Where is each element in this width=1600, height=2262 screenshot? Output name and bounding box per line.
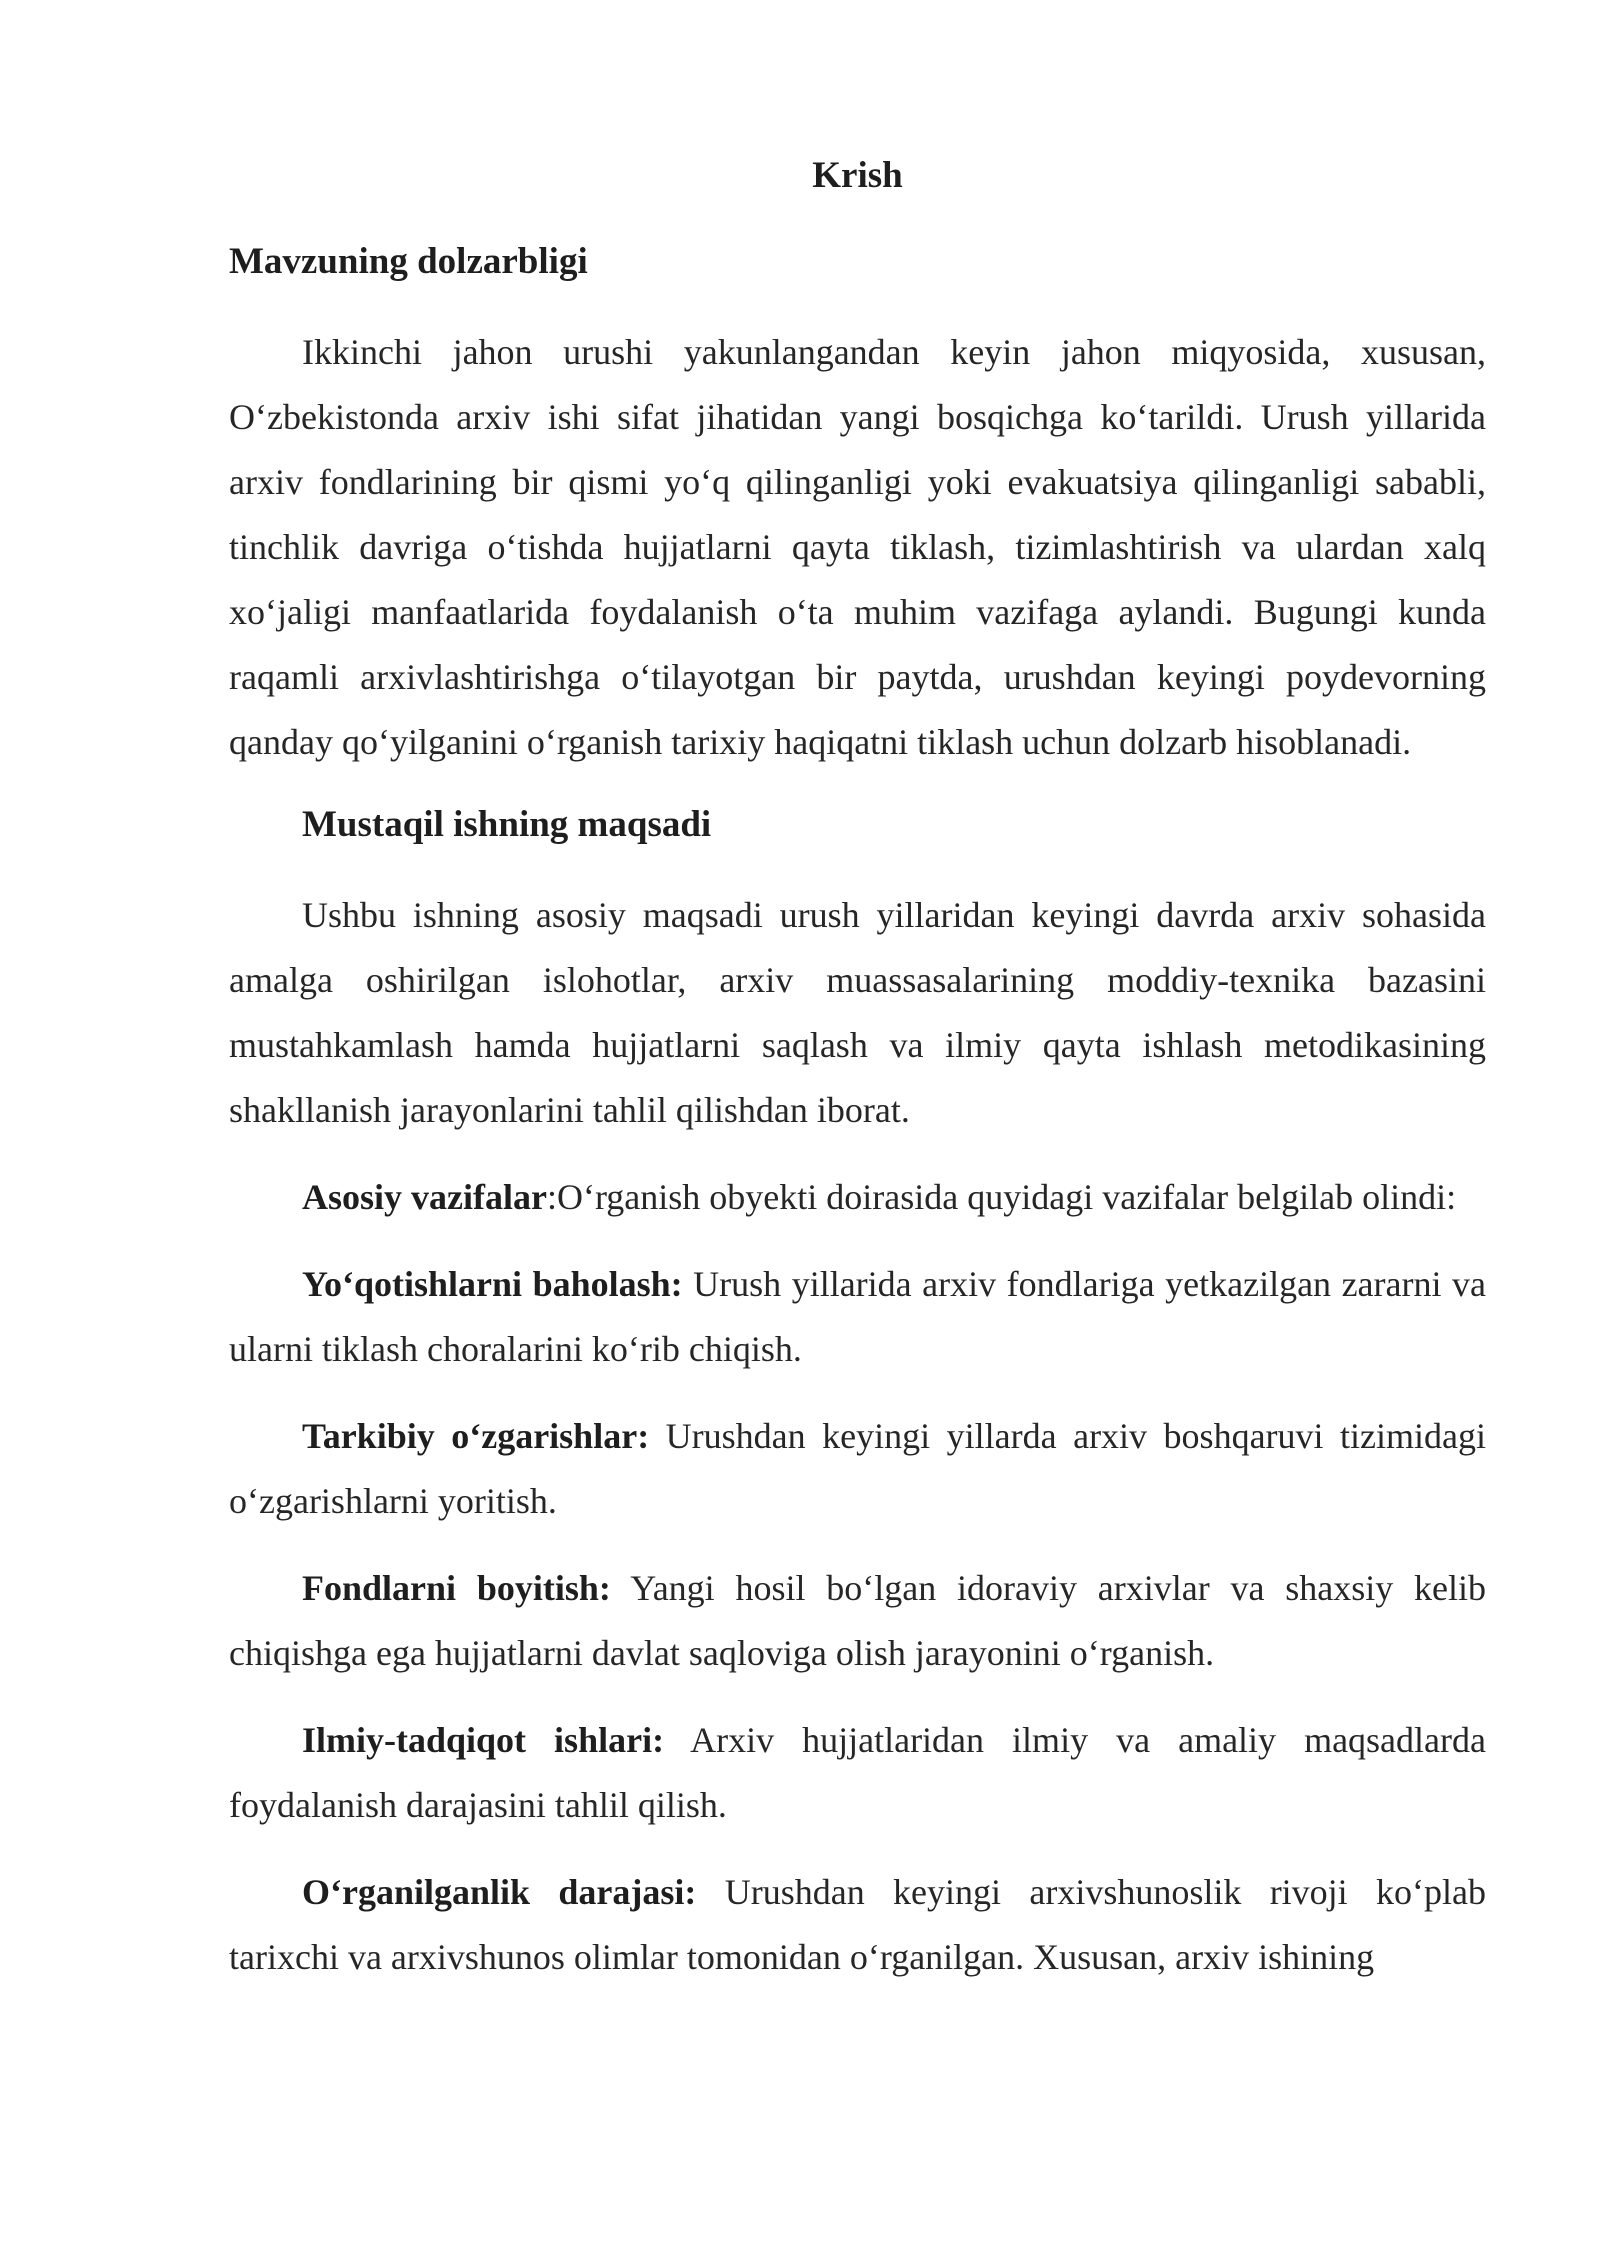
- list-item-text: Urush yillarida arxiv fondlariga yetkazilgan zararni va ularni tiklash choralarini ko‘rib chiqish.: [229, 1264, 1486, 1369]
- list-item-text: Arxiv hujjatlaridan ilmiy va amaliy maqsadlarda foydalanish darajasini tahlil qilish.: [229, 1720, 1486, 1825]
- list-item-research: [229, 1708, 1486, 1838]
- list-item-text: Urushdan keyingi yillarda arxiv boshqaruvi tizimidagi o‘zgarishlarni yoritish.: [229, 1416, 1486, 1521]
- section-heading-relevance: Mavzuning dolzarbligi: [229, 241, 588, 282]
- list-item-label: Ilmiy-tadqiqot ishlari:: [302, 1720, 665, 1760]
- list-item-label: Yo‘qotishlarni baholash:: [302, 1264, 683, 1304]
- list-item-text: Yangi hosil bo‘lgan idoraviy arxivlar va shaxsiy kelib chiqishga ega hujjatlarni davlat saqloviga olish jarayonini o‘rganish.: [229, 1568, 1486, 1673]
- list-item-funds: [229, 1556, 1486, 1686]
- paragraph-goal: Ushbu ishning asosiy maqsadi urush yillaridan keyingi davrda arxiv sohasida amalga oshirilgan islohotlar, arxiv muassasalarining moddiy-texnika bazasini mustahkamlash hamda hujjatlarni saqlash va ilmiy qayta ishlash metodikasining shakllanish jarayonlarini tahlil qilishdan iborat.: [229, 895, 1486, 1130]
- paragraph-tasks: [229, 1165, 1486, 1230]
- list-item-losses: [229, 1252, 1486, 1382]
- paragraph-relevance: Ikkinchi jahon urushi yakunlangandan keyin jahon miqyosida, xususan, O‘zbekistonda arxiv ishi sifat jihatidan yangi bosqichga ko‘tarildi. Urush yillarida arxiv fondlarining bir qismi yo‘q qilinganligi yoki evakuatsiya qilinganligi sababli, tinchlik davriga o‘tishda hujjatlarni qayta tiklash, tizimlashtirish va ulardan xalq xo‘jaligi manfaatlarida foydalanish o‘ta muhim vazifaga aylandi. Bugungi kunda raqamli arxivlashtirishga o‘tilayotgan bir paytda, urushdan keyingi poydevorning qanday qo‘yilganini o‘rganish tarixiy haqiqatni tiklash uchun dolzarb hisoblanadi.: [229, 332, 1486, 762]
- page-title: Krish: [812, 155, 903, 196]
- document-page: [229, 148, 1486, 2012]
- list-item-study-level: [229, 1860, 1486, 1990]
- list-item-text: Urushdan keyingi arxivshunoslik rivoji ko‘plab tarixchi va arxivshunos olimlar tomonidan o‘rganilgan. Xususan, arxiv ishining: [229, 1872, 1486, 1977]
- list-item-label: Tarkibiy o‘zgarishlar:: [302, 1416, 650, 1456]
- tasks-label: Asosiy vazifalar: [302, 1177, 547, 1217]
- list-item-label: Fondlarni boyitish:: [302, 1568, 611, 1608]
- tasks-text: :O‘rganish obyekti doirasida quyidagi vazifalar belgilab olindi:: [546, 1177, 1457, 1217]
- list-item-structure: [229, 1404, 1486, 1534]
- list-item-label: O‘rganilganlik darajasi:: [302, 1872, 697, 1912]
- section-heading-goal: Mustaqil ishning maqsadi: [302, 804, 712, 845]
